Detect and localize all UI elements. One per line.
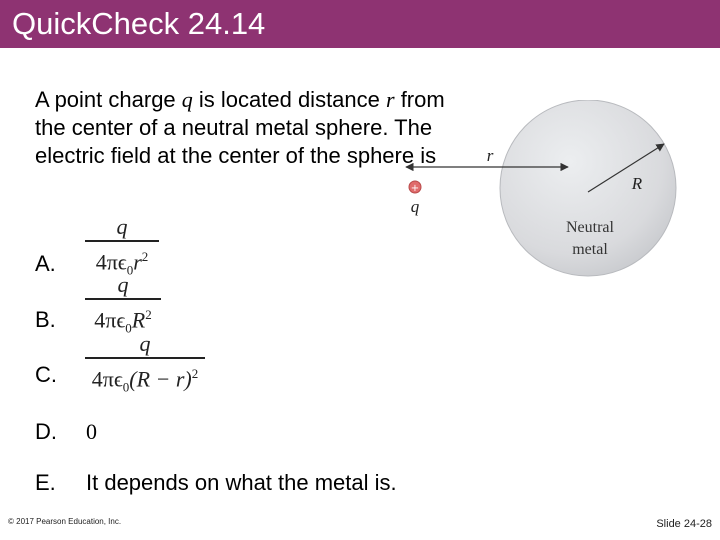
charge-sphere-figure bbox=[390, 100, 710, 290]
option-c-den-sup: 2 bbox=[191, 365, 199, 381]
option-b-letter: B. bbox=[35, 307, 56, 332]
option-e-letter: E. bbox=[35, 470, 56, 495]
distance-label-r: r bbox=[486, 146, 494, 165]
charge-sign: + bbox=[410, 183, 420, 194]
option-b-den-coef: 4πϵ bbox=[94, 306, 126, 332]
option-c-den-var: (R − r) bbox=[129, 365, 192, 391]
option-a-den-sub: 0 bbox=[126, 262, 134, 278]
charge-label-q: q bbox=[410, 197, 420, 216]
question-q-symbol: q bbox=[181, 87, 193, 112]
slide-title: Quick​Check 24.14 bbox=[12, 6, 266, 41]
option-a-den-sup: 2 bbox=[141, 248, 149, 264]
option-c-numerator: q bbox=[139, 331, 151, 356]
option-b-den-var: R bbox=[131, 306, 146, 332]
question-part-3: from the center of a neutral metal sphere. The electric field at the center of the sphere is bbox=[35, 87, 445, 168]
option-a-numerator: q bbox=[116, 214, 128, 239]
option-a-den-coef: 4πϵ bbox=[95, 248, 127, 274]
option-b-den-sup: 2 bbox=[145, 306, 152, 322]
option-e-text: It depends on what the metal is. bbox=[86, 470, 397, 495]
option-b-numerator: q bbox=[117, 272, 129, 297]
option-a-letter: A. bbox=[35, 251, 56, 276]
title-bar bbox=[0, 0, 720, 48]
question-r-symbol: r bbox=[386, 87, 395, 112]
sphere-label-line1: Neutral bbox=[566, 219, 614, 236]
sphere-label-line2: metal bbox=[572, 241, 608, 258]
option-c-formula bbox=[85, 332, 205, 400]
option-c-den-coef: 4πϵ bbox=[91, 365, 123, 391]
option-d-letter: D. bbox=[35, 419, 57, 444]
question-part-1: A point charge bbox=[35, 87, 182, 112]
option-b-den-sub: 0 bbox=[125, 320, 132, 336]
option-a-den-var: r bbox=[133, 248, 142, 274]
option-d-value: 0 bbox=[86, 419, 97, 444]
option-c-den-sub: 0 bbox=[122, 379, 130, 395]
copyright-notice: © 2017 Pearson Education, Inc. bbox=[8, 517, 122, 526]
radius-label-R: R bbox=[631, 174, 643, 193]
slide-number: Slide 24-28 bbox=[656, 518, 712, 530]
question-part-2: is located distance bbox=[192, 87, 387, 112]
option-c-letter: C. bbox=[35, 362, 57, 387]
